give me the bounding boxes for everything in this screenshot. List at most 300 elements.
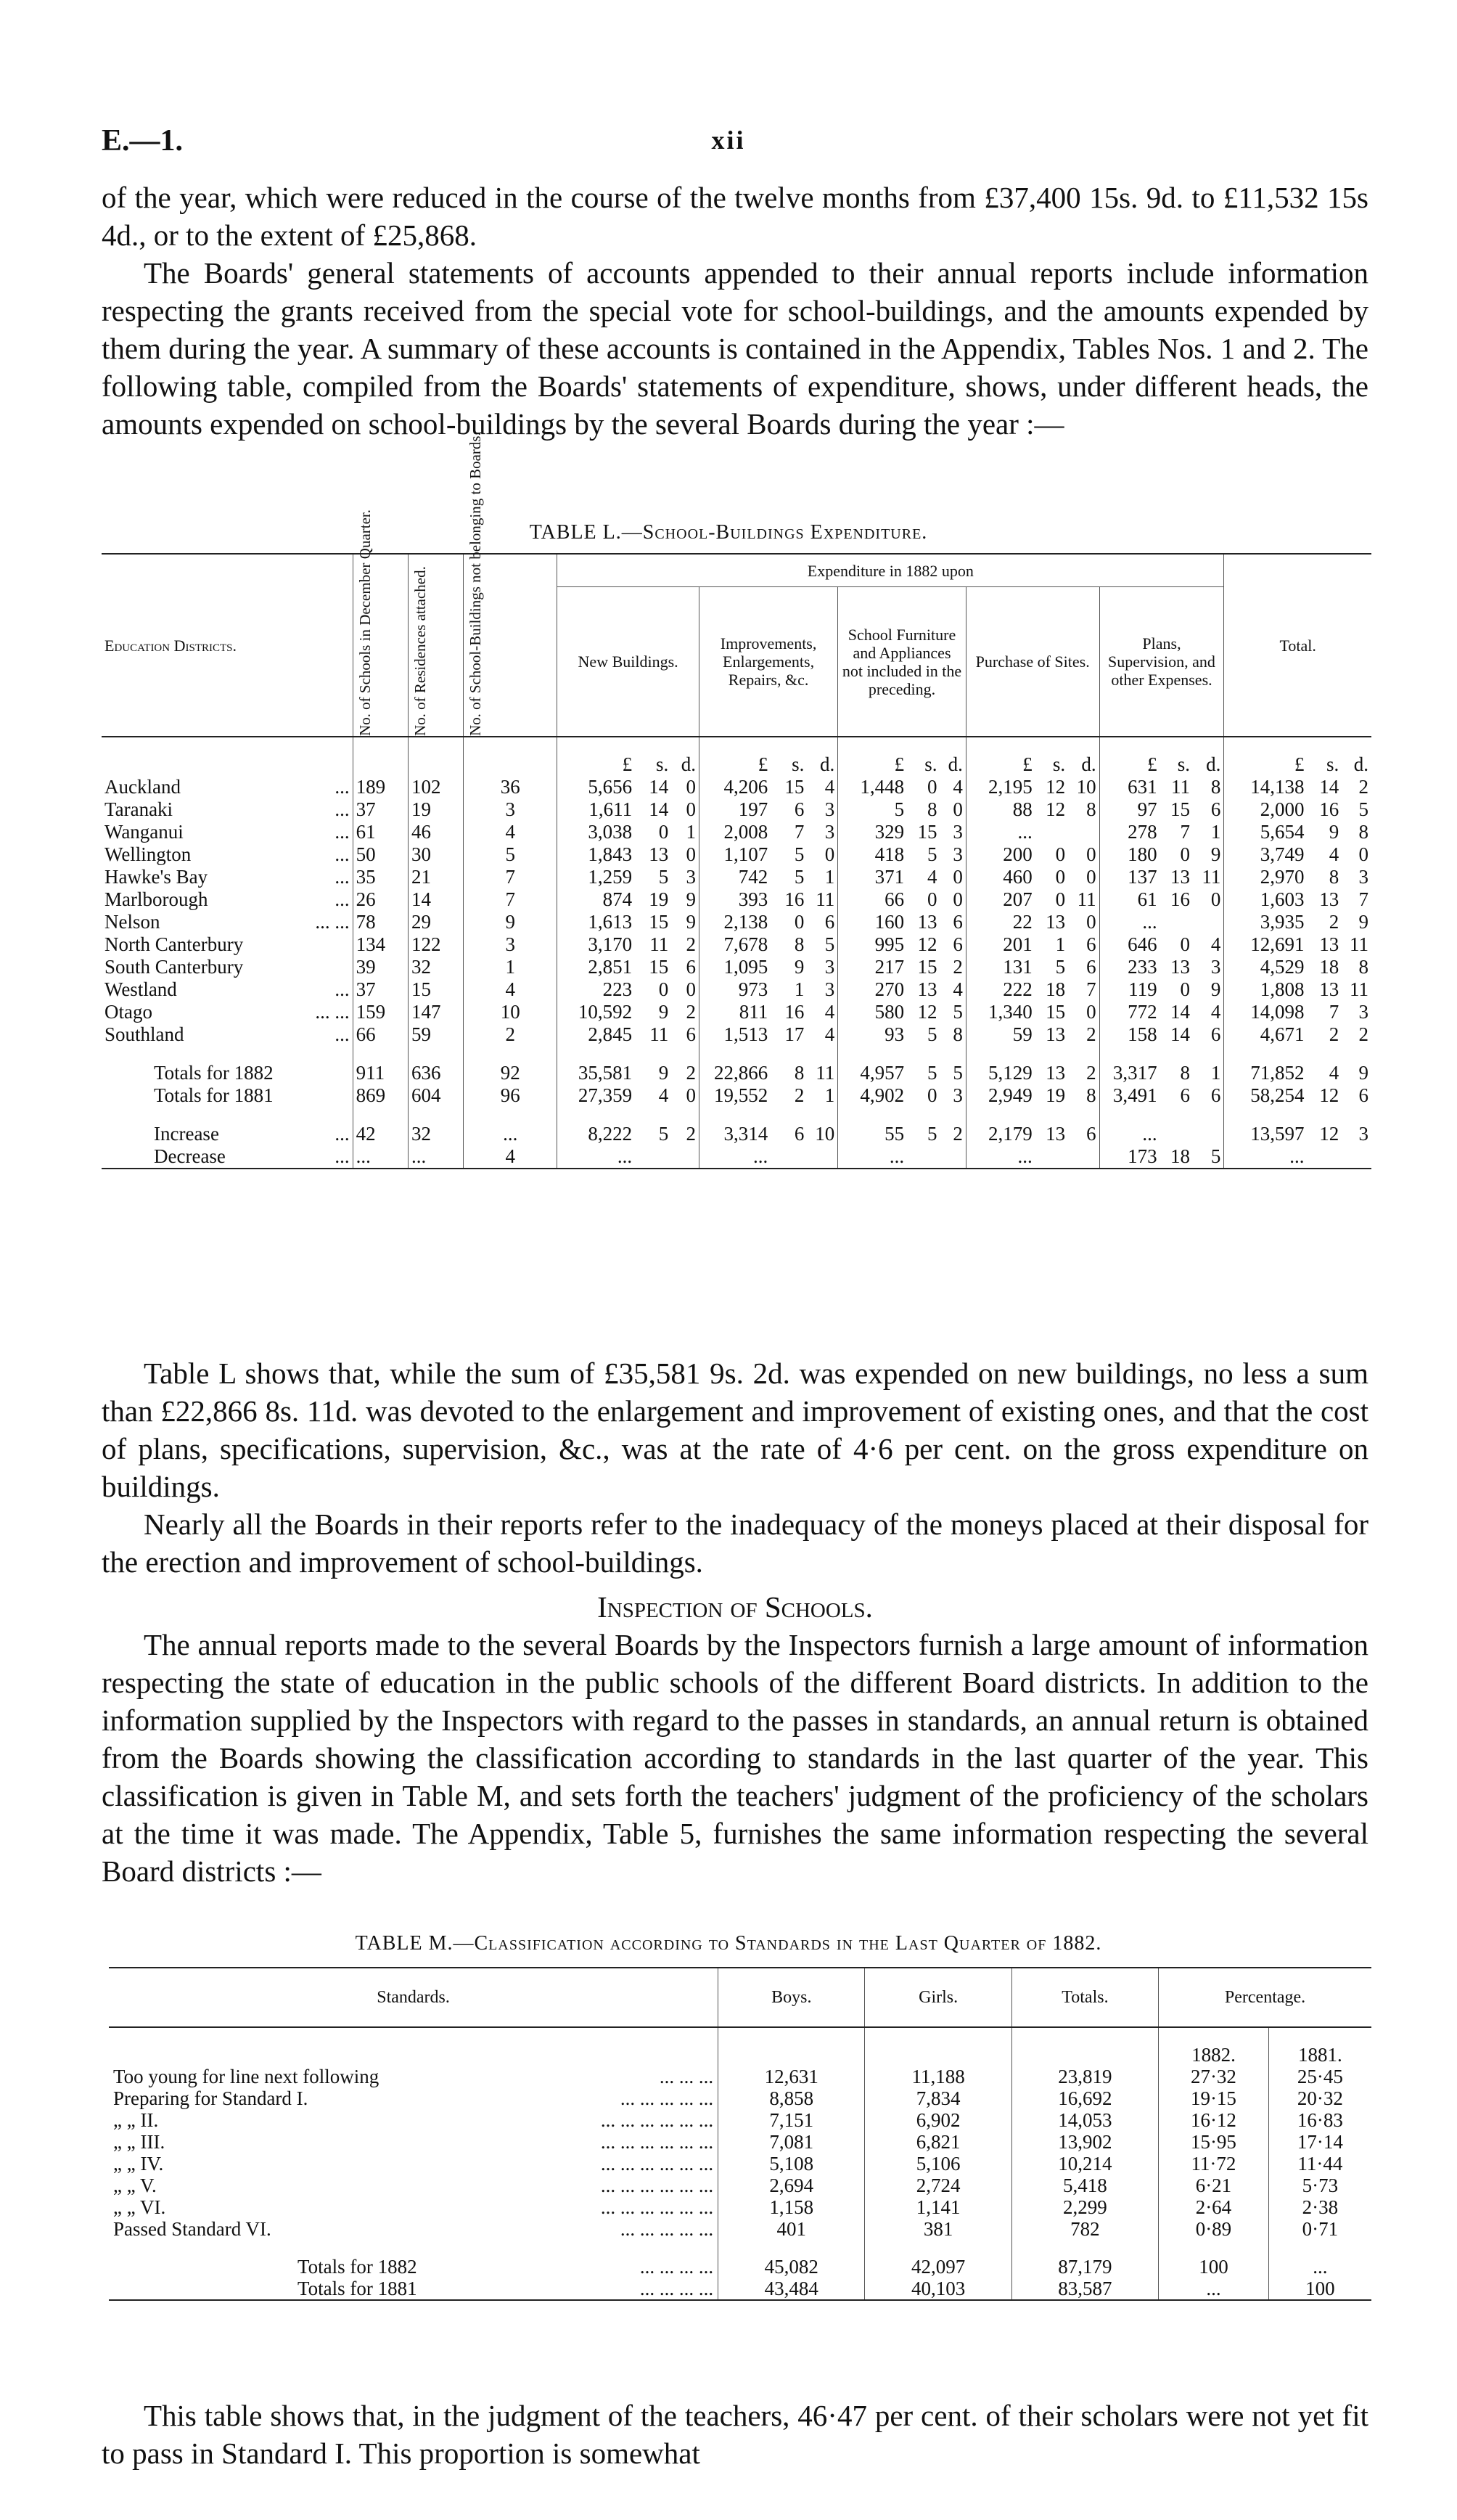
- table-row: [109, 2131, 1371, 2153]
- standard-label: „ „ III. ... ... ... ... ... ...: [113, 2131, 714, 2153]
- amount-shillings: 13: [649, 843, 669, 865]
- table-row: [102, 978, 1371, 1001]
- amount-pence: 3: [824, 798, 835, 820]
- not-belonging-count: ...: [464, 1123, 557, 1145]
- percent-1881: 17·14: [1268, 2131, 1371, 2153]
- amount-pence: 3: [686, 866, 696, 888]
- schools-count: 39: [353, 956, 408, 978]
- amount-pounds: 5,129: [966, 1062, 1035, 1084]
- not-belonging-count: 3: [464, 798, 557, 821]
- amount-pence: 9: [1210, 978, 1221, 1000]
- amount-pence: 2: [686, 933, 696, 955]
- amount-pence: 3: [953, 821, 963, 843]
- standard-label: „ „ IV. ... ... ... ... ... ...: [113, 2153, 714, 2175]
- percent-1881: 25·45: [1268, 2066, 1371, 2087]
- amount-pence: 5: [824, 933, 835, 955]
- amount-pounds: 631: [1099, 776, 1160, 798]
- intro-section: [102, 179, 1368, 443]
- schools-count: 42: [353, 1123, 408, 1145]
- amount-pence: 9: [1358, 1062, 1368, 1084]
- not-belonging-count: 5: [464, 843, 557, 866]
- amount-shillings: 13: [1319, 978, 1339, 1000]
- boys-count: 8,858: [718, 2087, 865, 2109]
- amount-shillings: 0: [927, 888, 937, 910]
- amount-pounds: 223: [557, 978, 635, 1001]
- amount-pence: 3: [1210, 956, 1221, 978]
- amount-pounds: ...: [1099, 1123, 1160, 1145]
- residences-count: 636: [408, 1062, 463, 1084]
- amount-shillings: 17: [784, 1023, 805, 1045]
- table-m-caption: [0, 1932, 1457, 1955]
- amount-shillings: 0: [927, 1084, 937, 1106]
- amount-pounds: 13,597: [1224, 1123, 1308, 1145]
- table-row: [102, 1123, 1371, 1145]
- not-belonging-count: 96: [464, 1084, 557, 1107]
- girls-count: 5,106: [865, 2153, 1011, 2175]
- amount-pounds: 233: [1099, 956, 1160, 978]
- schools-count: 26: [353, 888, 408, 911]
- table-row: [102, 933, 1371, 956]
- amount-pounds: 158: [1099, 1023, 1160, 1046]
- girls-count: 381: [865, 2218, 1011, 2240]
- amount-pounds: 4,957: [838, 1062, 907, 1084]
- amount-pounds: 874: [557, 888, 635, 911]
- table-row: [102, 911, 1371, 933]
- district-name: Auckland ...: [104, 776, 350, 798]
- amount-shillings: 18: [1170, 1145, 1190, 1167]
- table-l-caption-title: School-Buildings Expenditure.: [642, 521, 928, 544]
- amount-pounds: 4,206: [699, 776, 771, 798]
- table-l-caption: [0, 521, 1457, 544]
- standard-label: Too young for line next following ... ... ...: [113, 2066, 714, 2087]
- amount-pounds: ...: [699, 1145, 771, 1169]
- percent-1882: 16·12: [1159, 2109, 1269, 2131]
- amount-pence: 9: [1210, 843, 1221, 865]
- residences-count: 19: [408, 798, 463, 821]
- amount-pence: 2: [686, 1123, 696, 1145]
- middle-section: [102, 1354, 1368, 1890]
- percent-1882: ...: [1159, 2278, 1269, 2300]
- amount-pounds: 1,603: [1224, 888, 1308, 911]
- amount-shillings: 0: [658, 821, 669, 843]
- amount-pence: 11: [816, 888, 835, 910]
- standard-label: Passed Standard VI. ... ... ... ... ...: [113, 2218, 714, 2240]
- amount-pence: 6: [1086, 956, 1096, 978]
- amount-pounds: 66: [838, 888, 907, 911]
- boys-count: 7,151: [718, 2109, 865, 2131]
- amount-pence: [1193, 911, 1224, 933]
- amount-pounds: 137: [1099, 866, 1160, 888]
- total-count: 23,819: [1011, 2066, 1158, 2087]
- amount-pence: 0: [686, 776, 696, 798]
- amount-pence: 3: [824, 821, 835, 843]
- amount-pounds: 1,107: [699, 843, 771, 866]
- not-belonging-count: 4: [464, 821, 557, 843]
- amount-pence: 4: [953, 978, 963, 1000]
- amount-shillings: 2: [794, 1084, 805, 1106]
- amount-pounds: 201: [966, 933, 1035, 956]
- amount-pence: 6: [1358, 1084, 1368, 1106]
- amount-pence: 9: [686, 888, 696, 910]
- not-belonging-count: 92: [464, 1062, 557, 1084]
- district-name: Westland ...: [104, 978, 350, 1000]
- amount-shillings: 1: [794, 978, 805, 1000]
- not-belonging-count: 4: [464, 1145, 557, 1169]
- girls-count: 6,902: [865, 2109, 1011, 2131]
- amount-pounds: ...: [1224, 1145, 1308, 1169]
- amount-pounds: 2,949: [966, 1084, 1035, 1107]
- header-improvements: Improvements, Enlargements, Repairs, &c.: [699, 587, 837, 737]
- amount-pence: 7: [1086, 978, 1096, 1000]
- girls-count: 11,188: [865, 2066, 1011, 2087]
- amount-shillings: 0: [1180, 843, 1190, 865]
- table-row: [102, 821, 1371, 843]
- district-name: Wellington ...: [104, 843, 350, 865]
- not-belonging-count: 7: [464, 866, 557, 888]
- amount-pence: 4: [824, 1001, 835, 1023]
- amount-pounds: 22,866: [699, 1062, 771, 1084]
- amount-pounds: 88: [966, 798, 1035, 821]
- header-new-buildings: New Buildings.: [557, 587, 699, 737]
- boys-count: 12,631: [718, 2066, 865, 2087]
- amount-shillings: 4: [658, 1084, 669, 1106]
- year-header-row: [109, 2044, 1371, 2066]
- district-name: Southland ...: [104, 1023, 350, 1045]
- schools-count: 869: [353, 1084, 408, 1107]
- amount-pence: 4: [824, 776, 835, 798]
- amount-pounds: 180: [1099, 843, 1160, 866]
- amount-shillings: 4: [1329, 843, 1339, 865]
- district-name: Decrease ...: [154, 1145, 350, 1167]
- amount-shillings: 12: [1046, 798, 1066, 820]
- amount-pounds: 5,654: [1224, 821, 1308, 843]
- amount-shillings: 13: [1046, 911, 1066, 933]
- header-expenditure-group: Expenditure in 1882 upon: [557, 554, 1224, 587]
- amount-shillings: 0: [794, 911, 805, 933]
- middle-paragraph-1: Table L shows that, while the sum of £35,581 9s. 2d. was expended on new buildings, no less a sum than £22,866 8s. 11d. was devoted to the enlargement and improvement of existing ones, and that the cost of plans, specifications, supervision, &c., was at the rate of 4·6 per cent. on the gross expenditure on buildings.: [102, 1357, 1368, 1503]
- header-schools: No. of Schools in December Quarter.: [353, 554, 408, 737]
- amount-pounds: 3,935: [1224, 911, 1308, 933]
- amount-pounds: 22: [966, 911, 1035, 933]
- not-belonging-count: 1: [464, 956, 557, 978]
- amount-shillings: 15: [649, 911, 669, 933]
- amount-pounds: 55: [838, 1123, 907, 1145]
- amount-pounds: 4,902: [838, 1084, 907, 1107]
- amount-pounds: 8,222: [557, 1123, 635, 1145]
- amount-pounds: 2,008: [699, 821, 771, 843]
- not-belonging-count: 10: [464, 1001, 557, 1023]
- amount-shillings: 14: [649, 776, 669, 798]
- schools-count: 911: [353, 1062, 408, 1084]
- amount-pence: 3: [824, 956, 835, 978]
- amount-pounds: 1,448: [838, 776, 907, 798]
- amount-pounds: 3,749: [1224, 843, 1308, 866]
- amount-shillings: [1160, 1123, 1193, 1145]
- header-furniture: School Furniture and Appliances not included in the preceding.: [838, 587, 966, 737]
- amount-pounds: 27,359: [557, 1084, 635, 1107]
- amount-pounds: 460: [966, 866, 1035, 888]
- residences-count: 102: [408, 776, 463, 798]
- amount-shillings: 0: [658, 978, 669, 1000]
- amount-shillings: 12: [917, 1001, 937, 1023]
- table-row: [109, 2175, 1371, 2196]
- amount-pence: 1: [1210, 1062, 1221, 1084]
- amount-shillings: [635, 1145, 671, 1169]
- amount-shillings: 14: [649, 798, 669, 820]
- table-row: [102, 1084, 1371, 1107]
- percent-1881: ...: [1268, 2256, 1371, 2278]
- table-row: [109, 2087, 1371, 2109]
- amount-pounds: 1,259: [557, 866, 635, 888]
- amount-shillings: 9: [658, 1062, 669, 1084]
- amount-pence: 2: [953, 1123, 963, 1145]
- table-row: [109, 2066, 1371, 2087]
- amount-pounds: 1,513: [699, 1023, 771, 1046]
- total-count: 14,053: [1011, 2109, 1158, 2131]
- percent-1882: 6·21: [1159, 2175, 1269, 2196]
- amount-pounds: 7,678: [699, 933, 771, 956]
- amount-pence: 11: [1350, 978, 1368, 1000]
- amount-shillings: 15: [649, 956, 669, 978]
- district-name: Hawke's Bay ...: [104, 866, 350, 888]
- amount-pence: 10: [1076, 776, 1096, 798]
- amount-pence: 8: [1358, 821, 1368, 843]
- amount-pence: 8: [1358, 956, 1368, 978]
- amount-pounds: 2,179: [966, 1123, 1035, 1145]
- standard-label: „ „ II. ... ... ... ... ... ...: [113, 2109, 714, 2131]
- amount-pence: 5: [1210, 1145, 1221, 1167]
- amount-pounds: 2,970: [1224, 866, 1308, 888]
- amount-pence: 7: [1358, 888, 1368, 910]
- amount-pence: 0: [686, 978, 696, 1000]
- district-name: Wanganui ...: [104, 821, 350, 843]
- table-row: [109, 2278, 1371, 2300]
- amount-shillings: [771, 1145, 807, 1169]
- amount-pence: 3: [953, 1084, 963, 1106]
- amount-pounds: 3,038: [557, 821, 635, 843]
- percent-1882: 19·15: [1159, 2087, 1269, 2109]
- amount-pence: 4: [1210, 1001, 1221, 1023]
- closing-section: [102, 2397, 1368, 2472]
- amount-pence: 6: [1086, 933, 1096, 955]
- header-1882: 1882.: [1159, 2044, 1269, 2066]
- not-belonging-count: 3: [464, 933, 557, 956]
- residences-count: 604: [408, 1084, 463, 1107]
- amount-pounds: 207: [966, 888, 1035, 911]
- amount-shillings: 5: [927, 843, 937, 865]
- amount-shillings: 5: [927, 1023, 937, 1045]
- amount-shillings: 13: [1319, 888, 1339, 910]
- amount-pence: 8: [953, 1023, 963, 1045]
- table-row: [102, 1062, 1371, 1084]
- district-name: Nelson ... ...: [104, 911, 350, 933]
- header-boys: Boys.: [718, 1968, 865, 2027]
- amount-pounds: 1,808: [1224, 978, 1308, 1001]
- total-count: 2,299: [1011, 2196, 1158, 2218]
- amount-pence: 0: [686, 1084, 696, 1106]
- amount-shillings: 16: [784, 1001, 805, 1023]
- boys-count: 401: [718, 2218, 865, 2240]
- amount-pounds: 3,314: [699, 1123, 771, 1145]
- residences-count: 14: [408, 888, 463, 911]
- boys-count: 2,694: [718, 2175, 865, 2196]
- amount-pence: 4: [824, 1023, 835, 1045]
- percent-1881: 100: [1268, 2278, 1371, 2300]
- table-row: [102, 798, 1371, 821]
- amount-pounds: 12,691: [1224, 933, 1308, 956]
- residences-count: 147: [408, 1001, 463, 1023]
- table-m: [109, 1967, 1371, 2301]
- amount-shillings: 15: [1046, 1001, 1066, 1023]
- amount-pence: 9: [686, 911, 696, 933]
- amount-pence: 2: [1358, 776, 1368, 798]
- amount-shillings: 5: [794, 866, 805, 888]
- amount-pence: 3: [1358, 1001, 1368, 1023]
- schools-count: 159: [353, 1001, 408, 1023]
- header-percentage: Percentage.: [1159, 1968, 1371, 2027]
- amount-pence: [1068, 1145, 1099, 1169]
- amount-shillings: 12: [1319, 1084, 1339, 1106]
- amount-shillings: 0: [1055, 866, 1066, 888]
- amount-pence: 3: [1358, 866, 1368, 888]
- amount-pounds: 97: [1099, 798, 1160, 821]
- amount-pounds: 1,843: [557, 843, 635, 866]
- not-belonging-count: 2: [464, 1023, 557, 1046]
- percent-1882: 100: [1159, 2256, 1269, 2278]
- amount-pounds: 742: [699, 866, 771, 888]
- girls-count: 42,097: [865, 2256, 1011, 2278]
- amount-shillings: 8: [794, 933, 805, 955]
- amount-shillings: [1307, 1145, 1342, 1169]
- amount-shillings: 13: [1170, 956, 1190, 978]
- table-row: [109, 2218, 1371, 2240]
- amount-pence: 6: [824, 911, 835, 933]
- page-number: xii: [711, 126, 746, 155]
- amount-shillings: 13: [1319, 933, 1339, 955]
- district-name: Totals for 1881: [154, 1084, 274, 1106]
- amount-shillings: 9: [794, 956, 805, 978]
- units-row: £ s. d. £ s. d. £ s. d. £ s. d. £ s. d. £ s. d.: [102, 753, 1371, 776]
- amount-pounds: 71,852: [1224, 1062, 1308, 1084]
- amount-shillings: 13: [1046, 1123, 1066, 1145]
- residences-count: 122: [408, 933, 463, 956]
- amount-shillings: 8: [927, 798, 937, 820]
- amount-pounds: 270: [838, 978, 907, 1001]
- table-row: [109, 2109, 1371, 2131]
- amount-shillings: 7: [1329, 1001, 1339, 1023]
- girls-count: 7,834: [865, 2087, 1011, 2109]
- table-row: [102, 1145, 1371, 1169]
- amount-pence: 4: [1210, 933, 1221, 955]
- amount-pounds: 14,138: [1224, 776, 1308, 798]
- amount-pence: 9: [1358, 911, 1368, 933]
- amount-pence: 8: [1086, 798, 1096, 820]
- amount-shillings: 0: [1055, 888, 1066, 910]
- amount-shillings: 19: [1046, 1084, 1066, 1106]
- amount-shillings: 11: [649, 1023, 669, 1045]
- amount-shillings: 19: [649, 888, 669, 910]
- amount-shillings: 8: [1180, 1062, 1190, 1084]
- amount-pence: 2: [1086, 1023, 1096, 1045]
- amount-pounds: 2,851: [557, 956, 635, 978]
- amount-pounds: 217: [838, 956, 907, 978]
- amount-pounds: 19,552: [699, 1084, 771, 1107]
- amount-pence: 11: [1202, 866, 1221, 888]
- girls-count: 6,821: [865, 2131, 1011, 2153]
- standard-label: Totals for 1882 ... ... ... ...: [297, 2256, 714, 2278]
- district-name: Totals for 1882: [154, 1062, 274, 1084]
- schools-count: 50: [353, 843, 408, 866]
- amount-pence: 4: [953, 776, 963, 798]
- amount-pence: 6: [953, 933, 963, 955]
- girls-count: 40,103: [865, 2278, 1011, 2300]
- header-residences: No. of Residences attached.: [408, 554, 463, 737]
- residences-count: 30: [408, 843, 463, 866]
- amount-pence: 6: [686, 956, 696, 978]
- amount-pence: 0: [953, 798, 963, 820]
- table-row: [102, 866, 1371, 888]
- section-heading: Inspection of Schools.: [597, 1590, 873, 1624]
- amount-shillings: 13: [917, 911, 937, 933]
- amount-pence: [671, 1145, 699, 1169]
- amount-pounds: 393: [699, 888, 771, 911]
- boys-count: 1,158: [718, 2196, 865, 2218]
- amount-shillings: 16: [1319, 798, 1339, 820]
- boys-count: 7,081: [718, 2131, 865, 2153]
- standard-label: „ „ VI. ... ... ... ... ... ...: [113, 2196, 714, 2218]
- amount-pence: 0: [1086, 1001, 1096, 1023]
- amount-pence: 8: [1210, 776, 1221, 798]
- amount-pounds: 418: [838, 843, 907, 866]
- amount-pounds: 371: [838, 866, 907, 888]
- header-sites: Purchase of Sites.: [966, 587, 1099, 737]
- amount-pounds: ...: [966, 821, 1035, 843]
- standard-label: Totals for 1881 ... ... ... ...: [297, 2278, 714, 2299]
- amount-shillings: 0: [1180, 978, 1190, 1000]
- table-l-caption-prefix: TABLE L.—: [529, 521, 643, 544]
- page-reference: E.—1.: [102, 124, 184, 158]
- amount-pounds: 646: [1099, 933, 1160, 956]
- amount-shillings: 6: [1180, 1084, 1190, 1106]
- amount-pence: 0: [1086, 866, 1096, 888]
- amount-shillings: 0: [1055, 843, 1066, 865]
- boys-count: 45,082: [718, 2256, 865, 2278]
- total-count: 782: [1011, 2218, 1158, 2240]
- amount-pounds: 5,656: [557, 776, 635, 798]
- amount-pence: 5: [953, 1001, 963, 1023]
- amount-pence: 0: [824, 843, 835, 865]
- percent-1882: 0·89: [1159, 2218, 1269, 2240]
- amount-pounds: 61: [1099, 888, 1160, 911]
- amount-pence: 5: [1358, 798, 1368, 820]
- not-belonging-count: 36: [464, 776, 557, 798]
- amount-pence: 3: [1358, 1123, 1368, 1145]
- amount-shillings: 16: [1170, 888, 1190, 910]
- district-name: Increase ...: [154, 1123, 350, 1145]
- table-m-caption-prefix: TABLE M.—: [355, 1932, 475, 1955]
- intro-paragraph-2: The Boards' general statements of accounts appended to their annual reports include information respecting the grants received from the special vote for school-buildings, and the amounts expended by them during the year. A summary of these accounts is contained in the Appendix, Tables Nos. 1 and 2. The following table, compiled from the Boards' statements of expenditure, shows, under different heads, the amounts expended on school-buildings by the several Boards during the year :—: [102, 256, 1368, 441]
- amount-pence: [1068, 821, 1099, 843]
- amount-pounds: 4,529: [1224, 956, 1308, 978]
- total-count: 87,179: [1011, 2256, 1158, 2278]
- district-name: North Canterbury: [104, 933, 244, 955]
- amount-shillings: 0: [927, 776, 937, 798]
- middle-paragraph-2: Nearly all the Boards in their reports refer to the inadequacy of the moneys placed at their disposal for the erection and improvement of school-buildings.: [102, 1508, 1368, 1579]
- table-row: [109, 2256, 1371, 2278]
- amount-pence: 1: [686, 821, 696, 843]
- amount-pounds: 1,611: [557, 798, 635, 821]
- amount-shillings: 14: [1170, 1001, 1190, 1023]
